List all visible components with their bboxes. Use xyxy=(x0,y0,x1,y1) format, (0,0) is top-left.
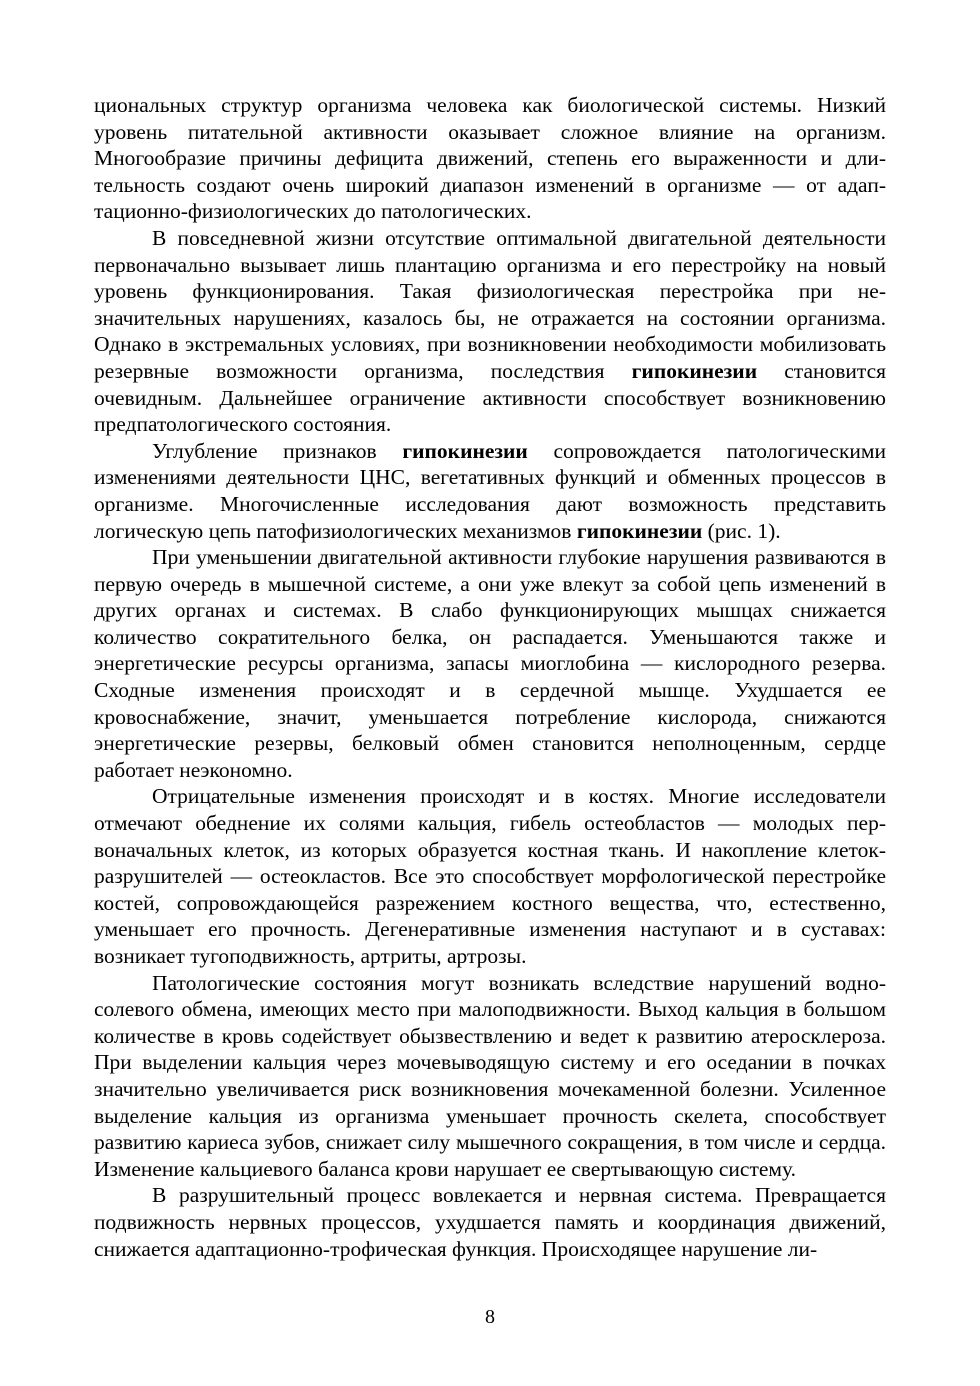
term-hypokinesia: гипокинезии xyxy=(631,358,758,383)
paragraph-6-text: Патологические состояния могут возникать вследствие нарушений водносолевого обмена, имеющих место при малоподвижности. Выход кальция в большом количестве в кровь содействует обызвествлению и ведет к развитию атеросклероза. При выделении кальция через мочевыводящую систему и его оседании в почках значительно увеличивается риск возникновения мочекаменной болезни. Усиленное выделение кальция из организма уменьшает прочность скелета, способствует развитию кариеса зубов, снижает силу мышечного сокращения, в том числе и сердца. Изменение кальциевого баланса крови нарушает ее свертывающую систему. xyxy=(94,970,886,1181)
page-number: 8 xyxy=(485,1306,495,1328)
paragraph-5 xyxy=(94,783,886,969)
paragraph-2 xyxy=(94,225,886,438)
term-hypokinesia: гипокинезии xyxy=(402,438,528,463)
paragraph-2-text-a: В повседневной жизни отсутствие оптимальной двигательной деятельности первоначально вызывает лишь плантацию организма и его перестройку на новый уровень функционирования. Такая физиологическая перестройка при незначительных нарушениях, казалось бы, не отражается на состоянии организма. Однако в экстремальных условиях, при возникновении необходимости мобилизовать резервные возможности организма, последствия xyxy=(94,225,886,383)
paragraph-3-text-a: Углубление признаков xyxy=(152,438,403,463)
term-hypokinesia: гипокинезии xyxy=(576,518,703,543)
paragraph-2-text-b: становится очевидным. Дальнейшее ограничение активности способствует возникновению предпатологического состояния. xyxy=(94,358,887,437)
paragraph-3-text-b: сопровождается патологическими изменениями деятельности ЦНС, вегетативных функций и обменных процессов в организме. Многочисленные исследования дают возможность представить логическую цепь патофизиологических механизмов xyxy=(94,438,887,543)
paragraph-1-text: циональных структур организма человека как биологической системы. Низкий уровень питательной активности оказывает сложное влияние на организм. Многообразие причины дефицита движений, степень его выраженности и длительность создают очень широкий диапазон изменений в организме — от адаптационно-физиологических до патологических. xyxy=(94,93,886,224)
paragraph-4-text: При уменьшении двигательной активности глубокие нарушения развиваются в первую очередь в мышечной системе, а они уже влекут за собой цепь изменений в других органах и системах. В слабо функционирующих мышцах снижается количество сократительного белка, он распадается. Уменьшаются также и энергетические ресурсы организма, запасы миоглобина — кислородного резерва. Сходные изменения происходят и в сердечной мышце. Ухудшается ее кровоснабжение, значит, уменьшается потребление кислорода, снижаются энергетические резервы, белковый обмен становится неполноценным, сердце работает неэкономно. xyxy=(94,545,886,782)
paragraph-1 xyxy=(94,92,886,225)
paragraph-4 xyxy=(94,544,886,783)
paragraph-5-text: Отрицательные изменения происходят и в костях. Многие исследователи отмечают обеднение их солями кальция, гибель остеобластов — молодых первоначальных клеток, из которых образуется костная ткань. И накопление клеток-разрушителей — остеокластов. Все это способствует морфологической перестройке костей, сопровождающейся разрежением костного вещества, что, естественно, уменьшает его прочность. Дегенеративные изменения наступают и в суставах: возникает тугоподвижность, артриты, артрозы. xyxy=(94,784,886,968)
paragraph-7-text: В разрушительный процесс вовлекается и нервная система. Превращается подвижность нервных процессов, ухудшается память и координация движений, снижается адаптационно-трофическая функция. Происходящее нарушение ли- xyxy=(94,1183,886,1261)
paragraph-3 xyxy=(94,438,886,544)
document-body xyxy=(94,92,886,1262)
paragraph-6 xyxy=(94,970,886,1183)
paragraph-3-text-c: (рис. 1). xyxy=(702,518,781,543)
paragraph-7 xyxy=(94,1182,886,1262)
